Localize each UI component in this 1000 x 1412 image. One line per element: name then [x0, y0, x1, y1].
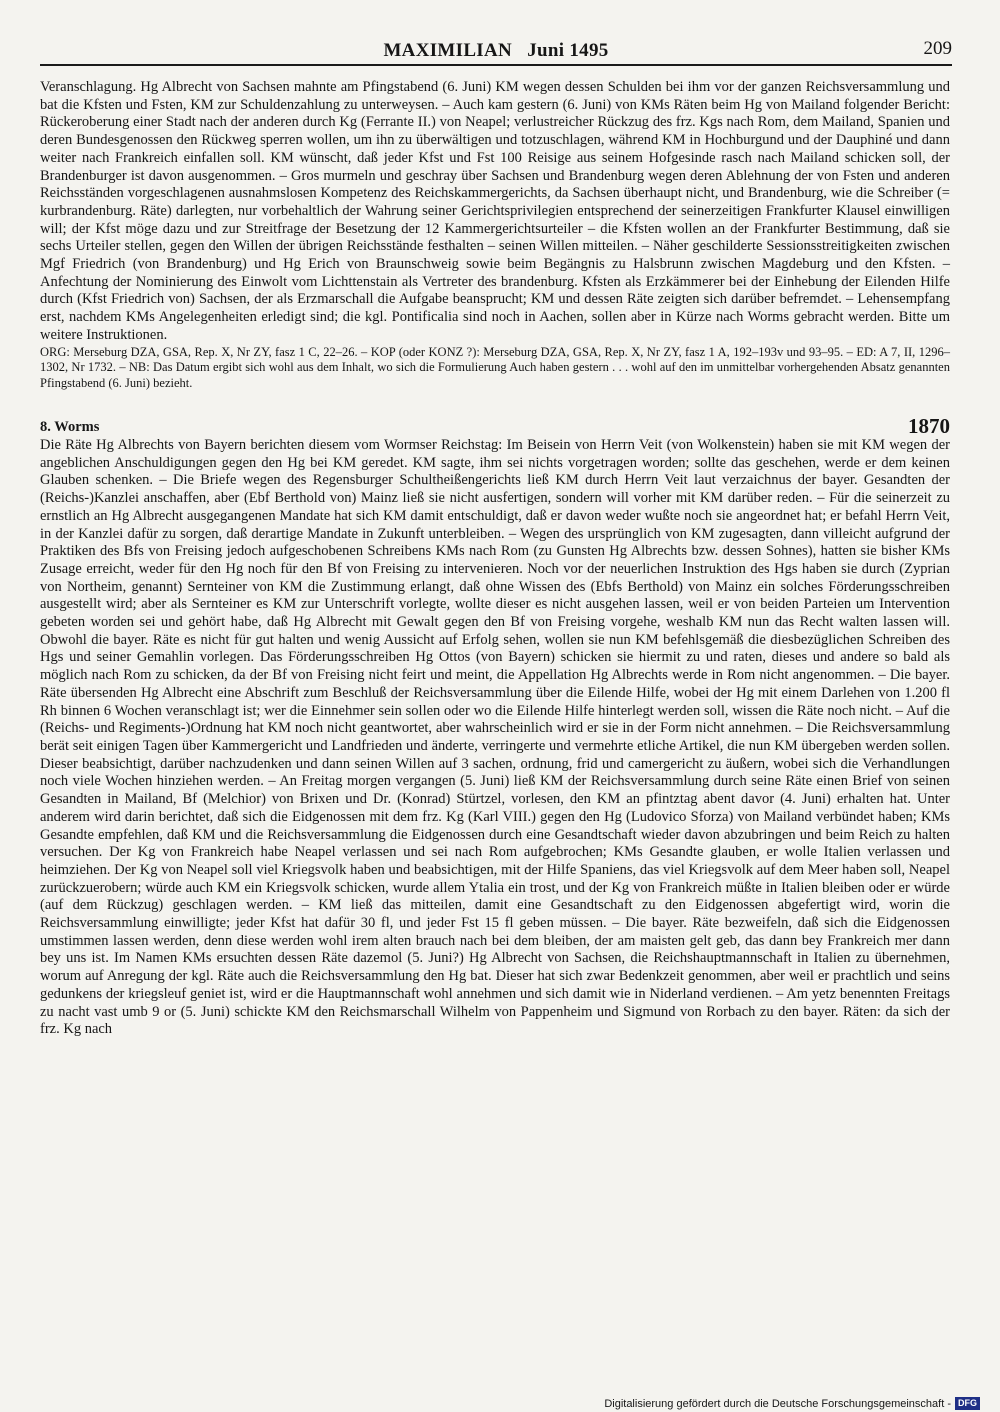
entry-heading [40, 415, 950, 437]
header-rule [40, 64, 952, 66]
header-title: MAXIMILIAN Juni 1495 [383, 40, 609, 61]
page-number: 209 [923, 38, 952, 59]
entry-place: 8. Worms [40, 419, 100, 436]
entry-number: 1870 [908, 414, 950, 439]
running-header [40, 32, 952, 62]
section-1-paragraph: Veranschlagung. Hg Albrecht von Sachsen mahnte am Pfingstabend (6. Juni) KM wegen dessen Schulden bei ihm vor der ganzen Reichsversammlung und bat die Kfsten und Fsten, KM zur Schuldenzahlung zu unterweysen. – Auch kam gestern (6. Juni) von KMs Räten beim Hg von Mailand folgender Bericht: Rückeroberung einer Stadt nach der anderen durch Kg (Ferrante II.) von Neapel; verlustreicher Rückzug des frz. Kgs nach Rom, dem Mailand, Spanien und deren Bundesgenossen den Rückweg sperren wollen, um ihn zu überwältigen und totzuschlagen, während KM in Hochburgund und der Dauphiné und dann weiter nach Frankreich einfallen soll. KM wünscht, daß jeder Kfst und Fst 100 Reisige aus seinem Hofgesinde rasch nach Mailand schicken soll, der Brandenburger ist davon ausgenommen. – Gros murmeln und geschray über Sachsen und Brandenburg wegen deren Ablehnung der von Fsten und anderen Reichsständen vorgeschlagenen ausnahmslosen Kompetenz des Reichskammergerichts, da Sachsen überhaupt nicht, und Brandenburg, wie die Schreiber (= kurbrandenburg. Räte) darlegten, nur vorbehaltlich der Wahrung seiner Gerichtsprivilegien entsprechend der seinerzeitigen Frankfurter Klausel einwilligen will; der Kfst möge dazu und zur Streitfrage der Besetzung der 12 Kammergerichtsurteiler – die Kfsten wollen an der Frankfurter Bestimmung, daß sie sechs Urteiler stellen, gegen den Willen der übrigen Reichsstände festhalten – seinen Willen mitteilen. – Näher geschilderte Sessionsstreitigkeiten zwischen Mgf Friedrich (von Brandenburg) und Hg Erich von Braunschweig sowie beim Begängnis zu Halsbrunn zwischen Magdeburg und den Kfsten. – Anfechtung der Nominierung des Einwolt vom Lichttenstain als Vertreter des brandenburg. Kfsten als Erzkämmerer bei der Einhebung der Eilenden Hilfe durch (Kfst Friedrich von) Sachsen, der als Erzmarschall die Aufgabe beansprucht; KM und dessen Räte zeigten sich darüber befremdet. – Lehensempfang erst, nachdem KMs Angelegenheiten erledigt sind; die kgl. Pontificalia sind noch in Aachen, sollen aber in Kürze nach Worms gebracht werden. Bitte um weitere Instruktionen. [40, 79, 950, 343]
footer-credit [604, 1397, 980, 1410]
footer-credit-text: Digitalisierung gefördert durch die Deutsche Forschungsgemeinschaft - [604, 1397, 951, 1410]
dfg-logo-icon: DFG [955, 1397, 980, 1410]
section-1-notes: ORG: Merseburg DZA, GSA, Rep. X, Nr ZY, fasz 1 C, 22–26. – KOP (oder KONZ ?): Merseburg DZA, GSA, Rep. X, Nr ZY, fasz 1 A, 192–193v und 93–95. – ED: A 7, II, 1296–1302, Nr 1732. – NB: Das Datum ergibt sich wohl aus dem Inhalt, wo sich die Formulierung Auch haben gestern . . . wohl auf den im unmittelbar vorhergehenden Absatz genannten Pfingstabend (6. Juni) bezieht. [40, 344, 950, 390]
entry-paragraph: Die Räte Hg Albrechts von Bayern berichten diesem vom Wormser Reichstag: Im Beisein von Herrn Veit (von Wolkenstein) haben sie mit KM wegen der angeblichen Anschuldigungen gegen den Hg bei KM geredet. KM sagte, ihm sei nichts vorgetragen worden; sollte das geschehen, werde er dem keinen Glauben schenken. – Die Briefe wegen des Regensburger Schultheißengerichts ließ KM durch Herrn Veit laut verzaichnus der bayer. Gesandten der (Reichs-)Kanzlei anschaffen, aber (Ebf Berthold von) Mainz ließ sie nicht ausfertigen, sondern will vorher mit KM darüber reden. – Für die seinerzeit zu ernstlich an Hg Albrecht ausgegangenen Mandate hat sich KM damit entschuldigt, daß er davon weder wußte noch sie angeordnet hat; er befahl Herrn Veit, in der Kanzlei dafür zu sorgen, daß derartige Mandate in Zukunft unterbleiben. – Wegen des ursprünglich von KM zugesagten, dann villeicht aufgrund der Praktiken des Bfs von Freising jedoch aufgeschobenen Schreibens KMs nach Rom (zu Gunsten Hg Albrechts bzw. dessen Sohnes), hatten sie bisher KMs Zusage erreicht, weder für den Hg noch für den Bf von Freising zu intervenieren. Noch vor der neuerlichen Instruktion des Hgs haben sie durch (Zyprian von Northeim, genannt) Sernteiner von KM die Zustimmung erlangt, daß ohne Wissen des (Ebfs Berthold) von Mainz ein solches Förderungsschreiben ausgestellt wird; aber als Sernteiner es KM zur Unterschrift vorlegte, wollte dieser es nicht ausgehen lassen, weil er von beiden Parteien um Intervention gebeten worden sei und gehört habe, daß Hg Albrecht mit Gewalt gegen den Bf von Freising vorgehe, weshalb KM nun das Recht walten lassen will. Obwohl die bayer. Räte es nicht für gut halten und wenig Aussicht auf Erfolg sehen, wollen sie nun KM befehlsgemäß die diesbezüglichen Schreiben des Hgs und seiner Gemahlin vorlegen. Das Förderungsschreiben Hg Ottos (von Bayern) schicken sie hiermit zu und raten, dieses und andere so bald als möglich nach Rom zu schicken, da der Bf von Freising nicht feirt und meint, die Appellation Hg Albrechts werde in Rom nicht angenommen. – Die bayer. Räte übersenden Hg Albrecht eine Abschrift zum Beschluß der Reichsversammlung über die Eilende Hilfe, wobei der Hg mit einem Darlehen von 1.200 fl Rh binnen 6 Wochen veranschlagt ist; wer die Einnehmer sein sollen oder wo die Eilende Hilfe hinterlegt werden soll, wissen die Räte noch nicht. – Auf die (Reichs- und Regiments-)Ordnung hat KM noch nicht geantwortet, aber wahrscheinlich wird er sie in der Form nicht annehmen. – Die Reichsversammlung berät seit einigen Tagen über Kammergericht und Landfrieden und änderte, verringerte und vermehrte etliche Artikel, die nun KM übergeben werden sollen. Dieser beabsichtigt, darüber nachzudenken und dann seinen Willen auf 3 sachen, ordnung, frid und camergericht zu äußern, wobei sich die Verhandlungen noch viele Wochen hinziehen werden. – An Freitag morgen vergangen (5. Juni) ließ KM der Reichsversammlung durch seine Räte einen Brief von seinen Gesandten in Mailand, Bf (Melchior) von Brixen und Dr. (Konrad) Stürtzel, vorlesen, den KM an pfintztag abent davor (4. Juni) erhalten hat. Unter anderem wird darin berichtet, daß sich die Eidgenossen mit dem frz. Kg (Karl VIII.) gegen den Hg (Ludovico Sforza) von Mailand verbündet haben; KMs Gesandte empfehlen, daß KM und die Reichsversammlung die Eidgenossen durch eine Gesandtschaft wieder davon abzubringen und beim Reich zu halten versuchen. Der Kg von Frankreich habe Neapel verlassen und sei nach Rom aufgebrochen; KMs Gesandte glauben, er wolle Italien verlassen und heimziehen. Der Kg von Neapel soll viel Kriegsvolk haben und beabsichtigen, mit der Hilfe Spaniens, das viel Kriegsvolk auf dem Meer haben soll, Neapel zurückzuerobern; würde auch KM ein Kriegsvolk schicken, wurde allem Ytalia ein trost, und der Kg von Frankreich müßte in Italien bleiben oder er würde (auf dem Rückzug) geschlagen werden. – KM ließ das mitteilen, damit eine Gesandtschaft zu den Eidgenossen abgefertigt wird, worin die Reichsversammlung einwilligte; jeder Kfst hat dafür 30 fl, und jeder Fst 15 fl geben müssen. – Die bayer. Räte bezweifeln, daß sich die Eidgenossen umstimmen lassen werden, denn diese werden wohl irem alten brauch nach bei dem bleiben, der am maisten gelt geb, das dann bey Frankreich mer dann bey uns ist. Im Namen KMs ersuchten dessen Räte dazemol (5. Juni?) Hg Albrecht von Sachsen, die Reichshauptmannschaft in Italien zu übernehmen, worum auf Anregung der kgl. Räte auch die Reichsversammlung den Hg bat. Dieser hat sich zwar Bedenkzeit genommen, aber weil er prachtlich und seins gedunkens der kriegsleuf geniet ist, wird er die Hauptmannschaft wohl annehmen und sich damit wie in Niderland verdienen. – Am yetz benennten Freitags zu nacht vast umb 9 or (5. Juni) schickte KM den Reichsmarschall Wilhelm von Pappenheim und Sigmund von Rorbach zu den bayer. Räten: da sich der frz. Kg nach [40, 437, 950, 1038]
page-body [40, 79, 950, 1039]
